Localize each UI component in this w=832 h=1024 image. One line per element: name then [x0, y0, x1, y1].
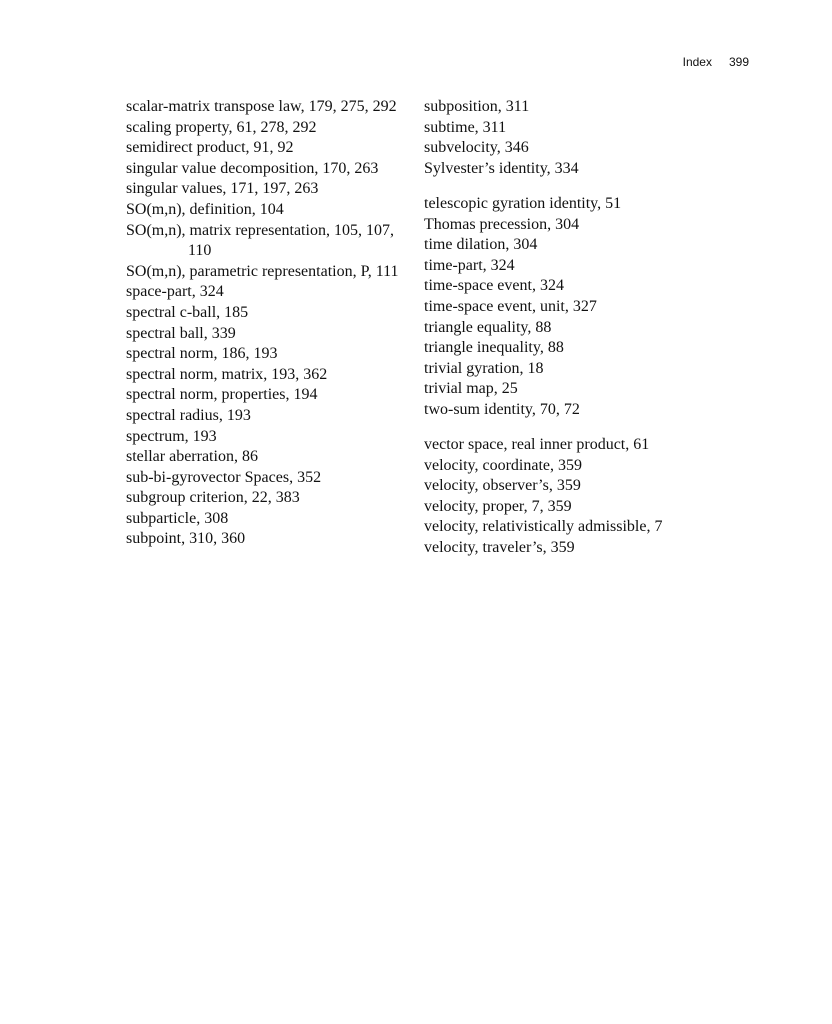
index-entry: time-part, 324	[424, 256, 515, 274]
index-entry: velocity, coordinate, 359	[424, 456, 583, 474]
index-entry: time-space event, unit, 327	[424, 297, 597, 315]
index-entry: scaling property, 61, 278, 292	[126, 118, 317, 136]
index-entry: velocity, traveler’s, 359	[424, 539, 575, 557]
index-entry: time dilation, 304	[424, 236, 538, 254]
running-head	[0, 55, 749, 69]
index-entry: subtime, 311	[424, 118, 507, 136]
index-entry: Thomas precession, 304	[424, 215, 580, 233]
running-head-title: Index	[682, 55, 712, 69]
index-entry: stellar aberration, 86	[126, 448, 258, 466]
index-entry: singular values, 171, 197, 263	[126, 180, 319, 198]
index-column-right	[424, 97, 724, 559]
index-entry: SO(m,n), definition, 104	[126, 200, 284, 218]
index-entry: space-part, 324	[126, 283, 224, 301]
page-number: 399	[728, 55, 749, 69]
index-entry: triangle equality, 88	[424, 318, 552, 336]
index-entry: spectral norm, matrix, 193, 362	[126, 365, 328, 383]
index-entry: subgroup criterion, 22, 383	[126, 489, 300, 507]
index-entry: spectral ball, 339	[126, 324, 236, 342]
index-entry: subpoint, 310, 360	[126, 530, 246, 548]
index-column-left	[126, 97, 418, 550]
index-entry: telescopic gyration identity, 51	[424, 194, 622, 212]
index-entry: Sylvester’s identity, 334	[424, 159, 579, 177]
index-entry: singular value decomposition, 170, 263	[126, 159, 379, 177]
index-entry: SO(m,n), parametric representation, P, 111	[126, 262, 399, 280]
index-entry: spectral norm, 186, 193	[126, 345, 278, 363]
index-entry: velocity, observer’s, 359	[424, 477, 581, 495]
index-entry: spectrum, 193	[126, 427, 217, 445]
index-entry: velocity, relativistically admissible, 7	[424, 518, 663, 536]
index-entry: subposition, 311	[424, 98, 530, 115]
index-entry: vector space, real inner product, 61	[424, 436, 650, 454]
index-entry: two-sum identity, 70, 72	[424, 400, 580, 418]
index-entry: trivial gyration, 18	[424, 359, 544, 377]
index-entry: time-space event, 324	[424, 277, 564, 295]
index-entry: sub-bi-gyrovector Spaces, 352	[126, 468, 322, 486]
index-entry: subparticle, 308	[126, 509, 229, 527]
index-entry: triangle inequality, 88	[424, 339, 564, 357]
index-entry: subvelocity, 346	[424, 139, 529, 157]
index-entry: spectral radius, 193	[126, 406, 251, 424]
index-entry: spectral c-ball, 185	[126, 303, 249, 321]
index-entry: SO(m,n), matrix representation, 105, 107, 110	[126, 221, 394, 260]
index-entry: velocity, proper, 7, 359	[424, 497, 572, 515]
index-entry: semidirect product, 91, 92	[126, 139, 294, 157]
index-entry: trivial map, 25	[424, 380, 518, 398]
index-entry: scalar-matrix transpose law, 179, 275, 292	[126, 98, 397, 115]
index-entry: spectral norm, properties, 194	[126, 386, 318, 404]
